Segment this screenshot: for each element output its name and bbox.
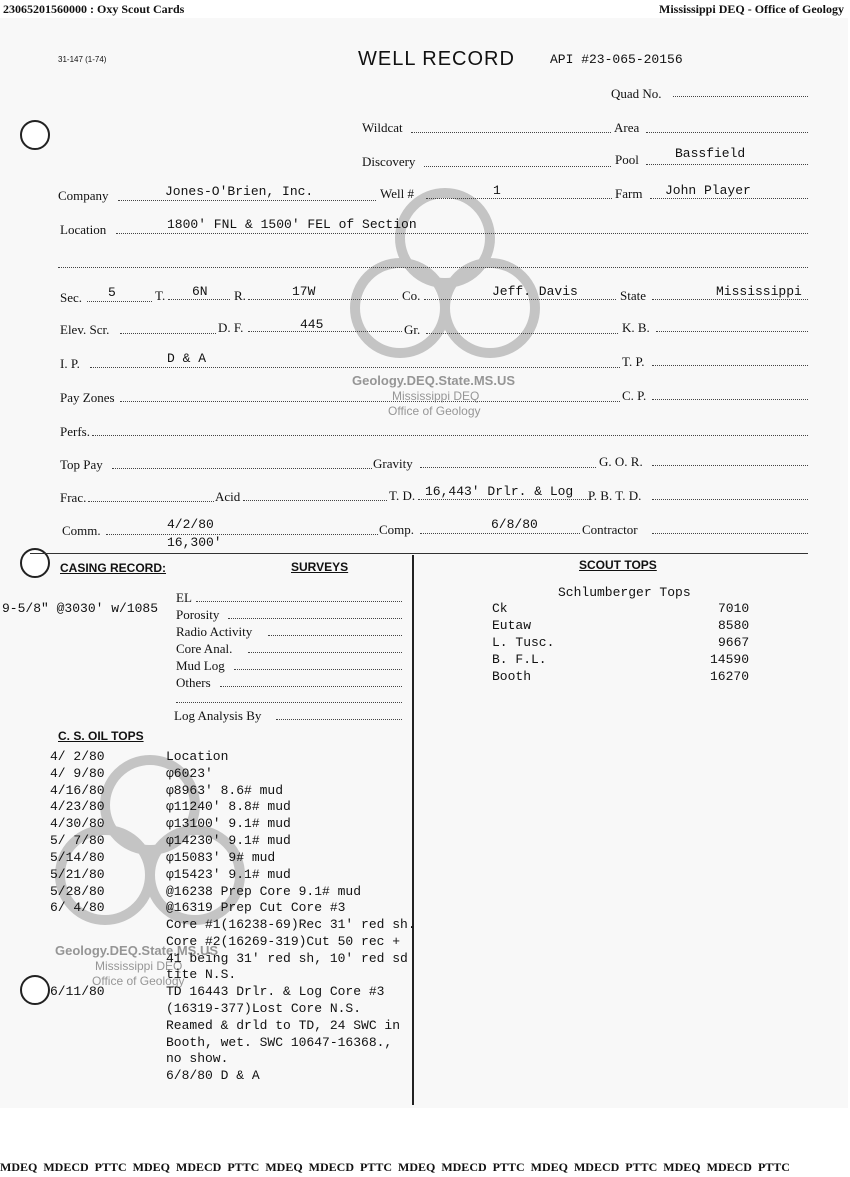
oil-top-text: Core #2(16269-319)Cut 50 rec + xyxy=(166,934,401,949)
footer-strip: MDEQ MDECD PTTC MDEQ MDECD PTTC MDEQ MDECD PTTC MDEQ MDECD PTTC MDEQ MDECD PTTC MDEQ MDECD PTTC xyxy=(0,1160,790,1174)
comm-value: 4/2/80 xyxy=(167,517,214,532)
log-analysis-line xyxy=(276,719,402,720)
survey-item: Mud Log xyxy=(176,658,225,673)
comm-label: Comm. xyxy=(62,523,101,538)
range-label: R. xyxy=(234,288,246,303)
area-label: Area xyxy=(614,120,640,135)
oil-top-text: Core #1(16238-69)Rec 31' red sh. xyxy=(166,917,416,932)
td-value: 16,443' Drlr. & Log xyxy=(425,484,574,499)
watermark-line3: Office of Geology xyxy=(388,404,481,418)
log-analysis-label: Log Analysis By xyxy=(174,708,262,723)
survey-item: Porosity xyxy=(176,607,220,622)
farm-line xyxy=(650,198,808,199)
df-value: 445 xyxy=(300,317,324,332)
pbtd-label: P. B. T. D. xyxy=(588,488,642,503)
oil-top-text: Location xyxy=(166,749,229,764)
township-label: T. xyxy=(155,288,166,303)
contractor-label: Contractor xyxy=(582,522,638,537)
well-label: Well # xyxy=(380,186,414,201)
perfs-line xyxy=(92,435,808,436)
oil-top-date: 6/11/80 xyxy=(50,984,105,999)
scout-top-name: Ck xyxy=(492,601,508,616)
pool-label: Pool xyxy=(615,152,639,167)
ip-value: D & A xyxy=(167,351,207,366)
scout-tops-header: SCOUT TOPS xyxy=(579,558,657,572)
watermark-logo-icon xyxy=(340,178,550,378)
oil-top-date: 4/30/80 xyxy=(50,816,105,831)
comp-label: Comp. xyxy=(379,522,415,537)
survey-line xyxy=(220,686,402,687)
county-label: Co. xyxy=(402,288,421,303)
pool-value: Bassfield xyxy=(675,146,746,161)
wildcat-line xyxy=(411,132,611,133)
comp-value: 6/8/80 xyxy=(491,517,538,532)
sec-line xyxy=(87,301,152,302)
scout-top-name: Booth xyxy=(492,669,532,684)
discovery-line xyxy=(424,166,611,167)
oil-top-text: φ13100' 9.1# mud xyxy=(166,816,291,831)
scout-top-name: B. F.L. xyxy=(492,652,547,667)
form-number: 31-147 (1-74) xyxy=(58,55,107,64)
comm-line xyxy=(106,534,378,535)
tp-label: T. P. xyxy=(622,354,645,369)
cp-label: C. P. xyxy=(622,388,647,403)
gravity-line xyxy=(420,467,596,468)
oil-top-text: (16319-377)Lost Core N.S. xyxy=(166,1001,362,1016)
survey-line xyxy=(268,635,402,636)
scout-top-depth: 14590 xyxy=(710,652,750,667)
toppay-label: Top Pay xyxy=(60,457,103,472)
gr-line xyxy=(426,333,618,334)
farm-label: Farm xyxy=(615,186,643,201)
perfs-label: Perfs. xyxy=(60,424,90,439)
casing-header: CASING RECORD: xyxy=(60,561,167,575)
acid-line xyxy=(243,500,387,501)
oil-top-text: Reamed & drld to TD, 24 SWC in xyxy=(166,1018,401,1033)
casing-entry: 9-5/8" @3030' w/1085 xyxy=(2,601,159,616)
range-line xyxy=(248,299,398,300)
survey-item: EL xyxy=(176,590,192,605)
oil-top-text: Booth, wet. SWC 10647-16368., xyxy=(166,1035,393,1050)
watermark-line1: Geology.DEQ.State.MS.US xyxy=(55,943,219,958)
df-line xyxy=(248,331,402,332)
state-line xyxy=(652,299,808,300)
state-value: Mississippi xyxy=(716,284,802,299)
discovery-label: Discovery xyxy=(362,154,416,169)
watermark-line2: Mississippi DEQ xyxy=(392,389,480,403)
company-line xyxy=(118,200,376,201)
surveys-header: SURVEYS xyxy=(291,560,349,574)
oil-top-text: φ15423' 9.1# mud xyxy=(166,867,291,882)
payzones-label: Pay Zones xyxy=(60,390,115,405)
oil-top-date: 5/ 7/80 xyxy=(50,833,105,848)
state-label: State xyxy=(620,288,646,303)
oil-top-date: 5/21/80 xyxy=(50,867,105,882)
county-value: Jeff. Davis xyxy=(492,284,578,299)
frac-label: Frac. xyxy=(60,490,87,505)
oil-top-date: 4/ 2/80 xyxy=(50,749,105,764)
oil-top-text: φ8963' 8.6# mud xyxy=(166,783,284,798)
td-label: T. D. xyxy=(389,488,416,503)
frac-line xyxy=(88,501,214,502)
punch-hole-icon xyxy=(20,975,50,1005)
quad-label: Quad No. xyxy=(611,86,662,101)
cp-line xyxy=(652,399,808,400)
oil-top-date: 5/14/80 xyxy=(50,850,105,865)
oil-top-text: no show. xyxy=(166,1051,229,1066)
oil-top-text: φ6023' xyxy=(166,766,213,781)
company-label: Company xyxy=(58,188,109,203)
tp-line xyxy=(652,365,808,366)
survey-line xyxy=(234,669,402,670)
comm-value-2: 16,300' xyxy=(167,535,222,550)
oil-top-date: 4/ 9/80 xyxy=(50,766,105,781)
survey-line xyxy=(196,601,402,602)
df-label: D. F. xyxy=(218,320,244,335)
company-value: Jones-O'Brien, Inc. xyxy=(165,184,314,199)
well-value: 1 xyxy=(493,183,501,198)
contractor-line xyxy=(652,533,808,534)
ip-line xyxy=(90,367,620,368)
scout-top-name: L. Tusc. xyxy=(492,635,555,650)
elev-label: Elev. Scr. xyxy=(60,322,110,337)
township-line xyxy=(168,299,230,300)
survey-line xyxy=(248,652,402,653)
api-number: API #23-065-20156 xyxy=(550,52,683,67)
location-value: 1800' FNL & 1500' FEL of Section xyxy=(167,217,417,232)
gravity-label: Gravity xyxy=(373,456,413,471)
oil-top-text: φ11240' 8.8# mud xyxy=(166,799,291,814)
watermark-line1: Geology.DEQ.State.MS.US xyxy=(352,373,516,388)
banner xyxy=(0,0,850,18)
td-line xyxy=(418,499,590,500)
location-label: Location xyxy=(60,222,107,237)
scout-tops-subheader: Schlumberger Tops xyxy=(558,585,691,600)
gor-label: G. O. R. xyxy=(599,454,643,469)
acid-label: Acid xyxy=(215,489,241,504)
oil-top-text: @16238 Prep Core 9.1# mud xyxy=(166,884,362,899)
punch-hole-icon xyxy=(20,120,50,150)
watermark-line3: Office of Geology xyxy=(92,974,185,988)
scout-top-depth: 8580 xyxy=(718,618,750,633)
column-divider xyxy=(412,555,414,1105)
scout-top-depth: 9667 xyxy=(718,635,750,650)
oil-top-date: 5/28/80 xyxy=(50,884,105,899)
quad-line xyxy=(673,96,808,97)
wildcat-label: Wildcat xyxy=(362,120,403,135)
payzones-line xyxy=(120,401,620,402)
oil-top-date: 4/16/80 xyxy=(50,783,105,798)
pbtd-line xyxy=(652,499,808,500)
ip-label: I. P. xyxy=(60,356,80,371)
sec-value: 5 xyxy=(108,285,116,300)
gor-line xyxy=(652,465,808,466)
area-line xyxy=(646,132,808,133)
oil-top-text: φ14230' 9.1# mud xyxy=(166,833,291,848)
location-line-2 xyxy=(58,267,808,268)
oil-top-text: φ15083' 9# mud xyxy=(166,850,276,865)
elev-line xyxy=(120,333,216,334)
kb-label: K. B. xyxy=(622,320,650,335)
oil-top-date: 6/ 4/80 xyxy=(50,900,105,915)
oil-top-text: @16319 Prep Cut Core #3 xyxy=(166,900,346,915)
watermark-line2: Mississippi DEQ xyxy=(95,959,183,973)
survey-line xyxy=(228,618,402,619)
banner-left: 23065201560000 : Oxy Scout Cards xyxy=(3,2,185,16)
farm-value: John Player xyxy=(665,183,751,198)
oil-top-text: TD 16443 Drlr. & Log Core #3 xyxy=(166,984,385,999)
kb-line xyxy=(656,331,808,332)
sec-label: Sec. xyxy=(60,290,83,305)
oil-top-text: 6/8/80 D & A xyxy=(166,1068,260,1083)
oil-top-text: 41 being 31' red sh, 10' red sd xyxy=(166,951,408,966)
location-line xyxy=(116,233,808,234)
toppay-line xyxy=(112,468,372,469)
survey-item: Core Anal. xyxy=(176,641,233,656)
pool-line xyxy=(646,164,808,165)
survey-item: Radio Activity xyxy=(176,624,253,639)
well-line xyxy=(426,198,612,199)
scout-top-name: Eutaw xyxy=(492,618,532,633)
section-divider xyxy=(30,553,808,554)
oil-top-date: 4/23/80 xyxy=(50,799,105,814)
scout-top-depth: 16270 xyxy=(710,669,750,684)
county-line xyxy=(424,299,616,300)
survey-line-extra xyxy=(176,702,402,703)
scout-top-depth: 7010 xyxy=(718,601,750,616)
page-title: WELL RECORD xyxy=(358,48,515,70)
range-value: 17W xyxy=(292,284,316,299)
comp-line xyxy=(420,533,580,534)
survey-item: Others xyxy=(176,675,211,690)
oil-top-text: tite N.S. xyxy=(166,967,237,982)
township-value: 6N xyxy=(192,284,208,299)
banner-right: Mississippi DEQ - Office of Geology xyxy=(659,2,844,16)
gr-label: Gr. xyxy=(404,322,421,337)
oil-tops-header: C. S. OIL TOPS xyxy=(58,729,144,743)
